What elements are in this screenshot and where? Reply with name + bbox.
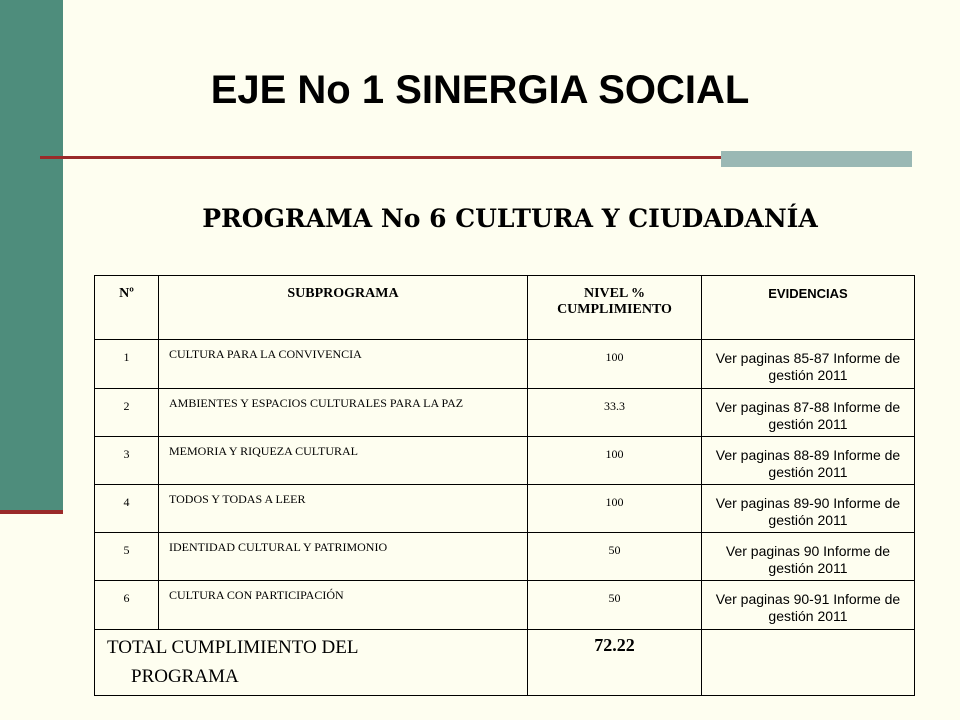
row-num: 5 — [95, 533, 159, 581]
row-subprograma — [159, 581, 528, 630]
row-subprograma — [159, 533, 528, 581]
row-subprograma — [159, 485, 528, 533]
row-num: 3 — [95, 437, 159, 485]
total-label-line2: PROGRAMA — [131, 666, 239, 687]
row-num: 1 — [95, 340, 159, 389]
subprograms-table — [94, 275, 915, 696]
table-row — [95, 340, 915, 389]
row-subprograma-text: TODOS Y TODAS A LEER — [169, 492, 306, 506]
row-evidencia: Ver paginas 90-91 Informe de gestión 2011 — [702, 581, 915, 630]
row-num: 2 — [95, 389, 159, 437]
table-total-row — [95, 630, 915, 696]
total-value: 72.22 — [528, 630, 702, 696]
table-row — [95, 389, 915, 437]
header-nivel: NIVEL % CUMPLIMIENTO — [528, 276, 702, 340]
row-nivel: 100 — [528, 485, 702, 533]
table-header-row — [95, 276, 915, 340]
total-label-line1: TOTAL CUMPLIMIENTO DEL — [107, 637, 359, 658]
header-num: Nº — [95, 276, 159, 340]
row-nivel: 33.3 — [528, 389, 702, 437]
row-evidencia: Ver paginas 87-88 Informe de gestión 2011 — [702, 389, 915, 437]
table-row — [95, 437, 915, 485]
row-subprograma-text: IDENTIDAD CULTURAL Y PATRIMONIO — [169, 540, 388, 554]
total-evidence-empty — [702, 630, 915, 696]
table-row — [95, 485, 915, 533]
row-subprograma-text: CULTURA CON PARTICIPACIÓN — [169, 588, 344, 602]
row-nivel: 100 — [528, 437, 702, 485]
row-subprograma — [159, 437, 528, 485]
row-nivel: 50 — [528, 581, 702, 630]
row-nivel: 50 — [528, 533, 702, 581]
row-subprograma — [159, 389, 528, 437]
slide-title: EJE No 1 SINERGIA SOCIAL — [210, 68, 750, 112]
row-evidencia: Ver paginas 85-87 Informe de gestión 2011 — [702, 340, 915, 389]
row-subprograma-text: AMBIENTES Y ESPACIOS CULTURALES PARA LA PAZ — [169, 396, 464, 410]
header-evidencias: EVIDENCIAS — [702, 276, 915, 340]
table-row — [95, 581, 915, 630]
row-evidencia: Ver paginas 89-90 Informe de gestión 2011 — [702, 485, 915, 533]
row-subprograma — [159, 340, 528, 389]
left-bar-underline — [0, 510, 63, 514]
title-divider-accent — [721, 151, 912, 167]
table-row — [95, 533, 915, 581]
row-subprograma-text: CULTURA PARA LA CONVIVENCIA — [169, 347, 362, 361]
header-subprograma: SUBPROGRAMA — [159, 276, 528, 340]
total-label — [95, 630, 528, 696]
row-subprograma-text: MEMORIA Y RIQUEZA CULTURAL — [169, 444, 359, 458]
row-evidencia: Ver paginas 90 Informe de gestión 2011 — [702, 533, 915, 581]
row-num: 4 — [95, 485, 159, 533]
row-num: 6 — [95, 581, 159, 630]
row-nivel: 100 — [528, 340, 702, 389]
program-subtitle: PROGRAMA No 6 CULTURA Y CIUDADANÍA — [202, 204, 818, 233]
row-evidencia: Ver paginas 88-89 Informe de gestión 2011 — [702, 437, 915, 485]
